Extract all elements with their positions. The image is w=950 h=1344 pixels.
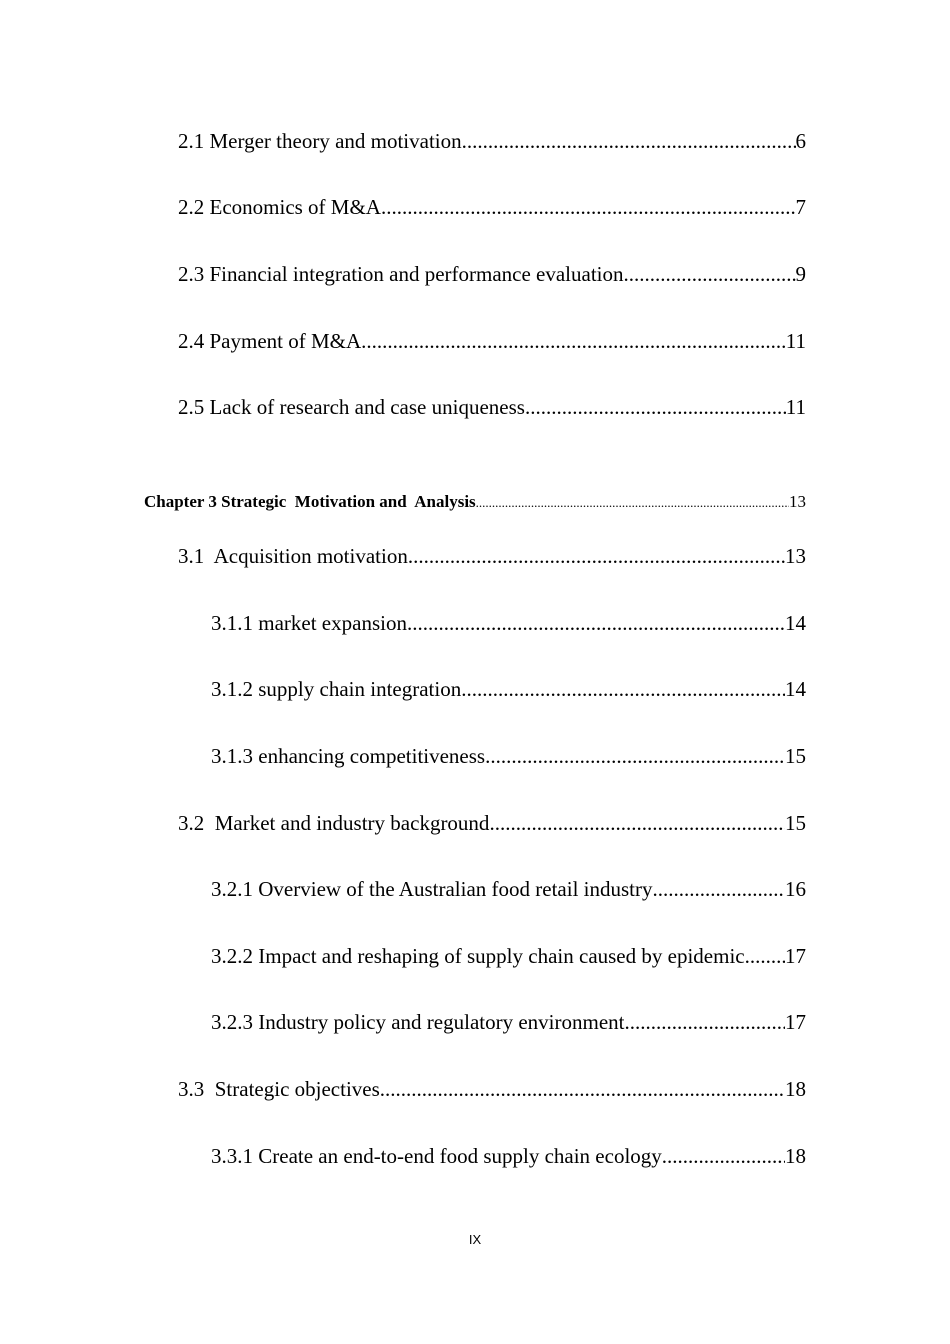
toc-entry-page: 13 — [789, 492, 806, 511]
toc-entry-3-1-1[interactable] — [211, 610, 806, 636]
toc-entry-title: 2.4 Payment of M&A — [178, 329, 362, 353]
dot-leader — [408, 543, 785, 569]
toc-chapter-title: Chapter 3 Strategic Motivation and Analysis — [144, 492, 476, 511]
dot-leader — [381, 194, 796, 220]
toc-entry-page: 14 — [785, 611, 806, 635]
dot-leader — [745, 943, 785, 969]
toc-entry-3-3-1[interactable] — [211, 1143, 806, 1169]
toc-entry-title: 3.2.1 Overview of the Australian food retail industry — [211, 877, 653, 901]
toc-entry-3-2-3[interactable] — [211, 1009, 806, 1035]
toc-entry-title: 3.1.2 supply chain integration — [211, 677, 462, 701]
dot-leader — [476, 492, 789, 514]
dot-leader — [461, 676, 785, 702]
dot-leader — [489, 810, 785, 836]
toc-entry-title: 3.1.1 market expansion — [211, 611, 407, 635]
toc-entry-page: 6 — [795, 129, 806, 153]
dot-leader — [662, 1143, 785, 1169]
dot-leader — [462, 128, 796, 154]
toc-entry-page: 18 — [785, 1144, 806, 1168]
toc-entry-title: 3.1.3 enhancing competitiveness — [211, 744, 486, 768]
toc-entry-2-4[interactable] — [178, 328, 806, 354]
toc-entry-chapter-3[interactable] — [144, 491, 806, 514]
dot-leader — [407, 610, 785, 636]
toc-entry-title: 2.3 Financial integration and performance evaluation — [178, 262, 624, 286]
dot-leader — [652, 876, 785, 902]
toc-entry-page: 17 — [785, 944, 806, 968]
toc-entry-title: 3.3 Strategic objectives — [178, 1077, 380, 1101]
toc-entry-title: 3.3.1 Create an end-to-end food supply chain ecology — [211, 1144, 662, 1168]
toc-entry-3-2-2[interactable] — [211, 943, 806, 969]
toc-entry-title: 3.2.2 Impact and reshaping of supply chain caused by epidemic — [211, 944, 745, 968]
dot-leader — [525, 394, 786, 420]
toc-entry-page: 15 — [785, 811, 806, 835]
toc-entry-3-3[interactable] — [178, 1076, 806, 1102]
toc-entry-page: 16 — [785, 877, 806, 901]
toc-entry-title: 3.2.3 Industry policy and regulatory environment — [211, 1010, 625, 1034]
toc-entry-2-2[interactable] — [178, 194, 806, 220]
toc-entry-page: 11 — [785, 395, 806, 419]
dot-leader — [361, 328, 786, 354]
toc-entry-title: 3.2 Market and industry background — [178, 811, 490, 835]
toc-entry-2-5[interactable] — [178, 394, 806, 420]
dot-leader — [625, 1009, 786, 1035]
page-number: IX — [468, 1232, 482, 1247]
toc-entry-2-3[interactable] — [178, 261, 806, 287]
toc-entry-page: 15 — [785, 744, 806, 768]
toc-entry-page: 9 — [795, 262, 806, 286]
toc-entry-page: 18 — [785, 1077, 806, 1101]
toc-entry-page: 7 — [795, 195, 806, 219]
toc-entry-page: 14 — [785, 677, 806, 701]
toc-entry-3-1-2[interactable] — [211, 676, 806, 702]
toc-entry-title: 2.1 Merger theory and motivation — [178, 129, 462, 153]
toc-entry-3-2-1[interactable] — [211, 876, 806, 902]
toc-entry-2-1[interactable] — [178, 128, 806, 154]
toc-entry-page: 13 — [785, 544, 806, 568]
toc-entry-title: 2.2 Economics of M&A — [178, 195, 381, 219]
dot-leader — [485, 743, 785, 769]
toc-entry-title: 3.1 Acquisition motivation — [178, 544, 408, 568]
dot-leader — [380, 1076, 785, 1102]
dot-leader — [624, 261, 796, 287]
toc-entry-page: 11 — [785, 329, 806, 353]
toc-entry-page: 17 — [785, 1010, 806, 1034]
toc-entry-3-2[interactable] — [178, 810, 806, 836]
toc-entry-3-1-3[interactable] — [211, 743, 806, 769]
toc-entry-title: 2.5 Lack of research and case uniqueness — [178, 395, 525, 419]
toc-entry-3-1[interactable] — [178, 543, 806, 569]
